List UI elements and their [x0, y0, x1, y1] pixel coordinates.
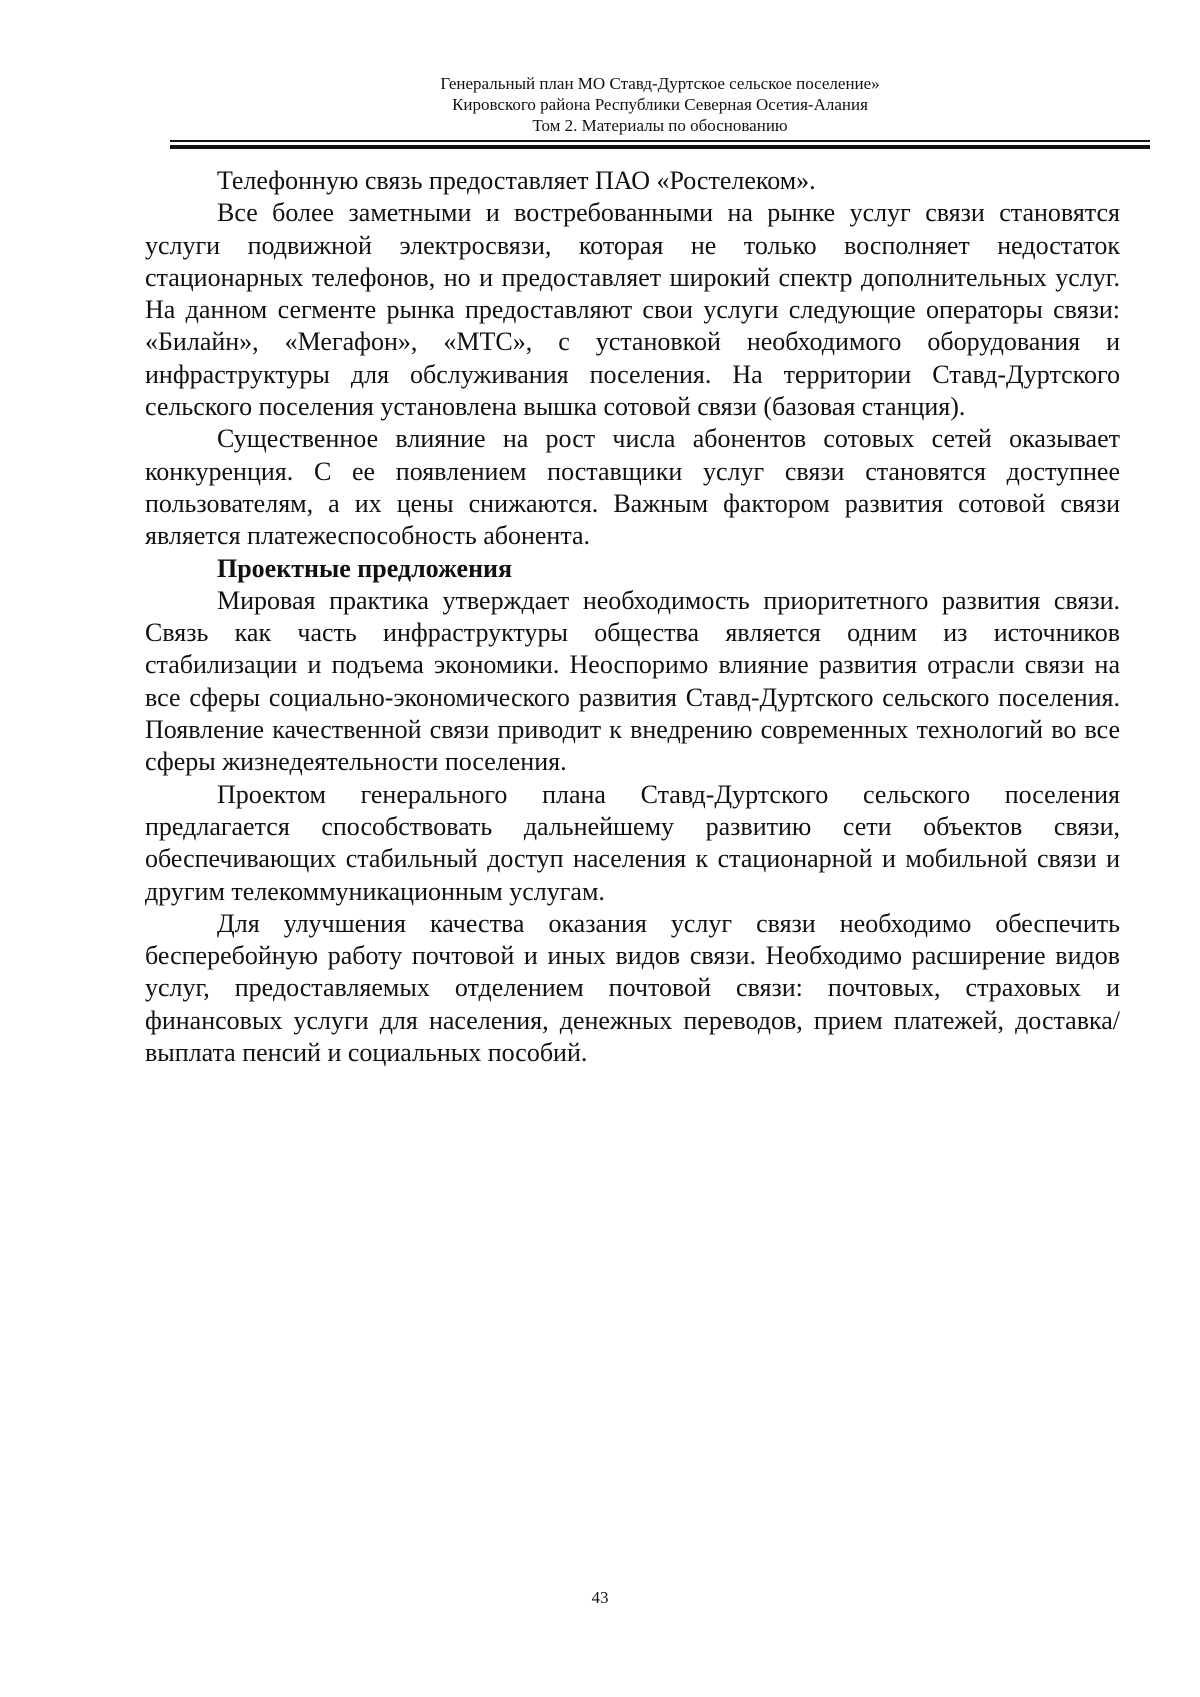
running-header [170, 73, 1150, 136]
page-number: 43 [591, 1588, 609, 1607]
section-heading: Проектные предложения [217, 553, 513, 583]
paragraph-5: Проектом генерального плана Ставд-Дуртского сельского поселения предлагается способствовать дальнейшему развитию сети объектов связи, обеспечивающих стабильный доступ населения к стационарной и мобильной связи и другим телекоммуникационным услугам. [145, 779, 1120, 906]
paragraph-3: Существенное влияние на рост числа абонентов сотовых сетей оказывает конкуренция. С ее появлением поставщики услуг связи становятся доступнее пользователям, а их цены снижаются. Важным фактором развития сотовой связи является платежеспособность абонента. [145, 424, 1120, 551]
paragraph-1: Телефонную связь предоставляет ПАО «Ростелеком». [217, 166, 816, 195]
header-rule-thin [170, 140, 1150, 142]
paragraph-6: Для улучшения качества оказания услуг связи необходимо обеспечить бесперебойную работу почтовой и иных видов связи. Необходимо расширение видов услуг, предоставляемых отделением почтовой связи: почтовых, страховых и финансовых услуги для населения, денежных переводов, прием платежей, доставка/выплата пенсий и социальных пособий. [145, 908, 1120, 1068]
header-rule-thick [170, 145, 1150, 149]
header-line-2: Кировского района Республики Северная Осетия-Алания [452, 95, 868, 114]
paragraph-4: Мировая практика утверждает необходимость приоритетного развития связи. Связь как часть инфраструктуры общества является одним из источников стабилизации и подъема экономики. Неоспоримо влияние развития отрасли связи на все сферы социально-экономического развития Ставд-Дуртского сельского поселения. Появление качественной связи приводит к внедрению современных технологий во все сферы жизнедеятельности поселения. [145, 585, 1120, 777]
header-line-1: Генеральный план МО Ставд-Дуртское сельское поселение» [440, 74, 880, 93]
paragraph-2: Все более заметными и востребованными на рынке услуг связи становятся услуги подвижной электросвязи, которая не только восполняет недостаток стационарных телефонов, но и предоставляет широкий спектр дополнительных услуг. На данном сегменте рынка предоставляют свои услуги следующие операторы связи: «Билайн», «Мегафон», «МТС», с установкой необходимого оборудования и инфраструктуры для обслуживания поселения. На территории Ставд-Дуртского сельского поселения установлена вышка сотовой связи (базовая станция). [145, 198, 1120, 422]
header-line-3: Том 2. Материалы по обоснованию [532, 116, 788, 135]
document-body [145, 165, 1120, 1069]
